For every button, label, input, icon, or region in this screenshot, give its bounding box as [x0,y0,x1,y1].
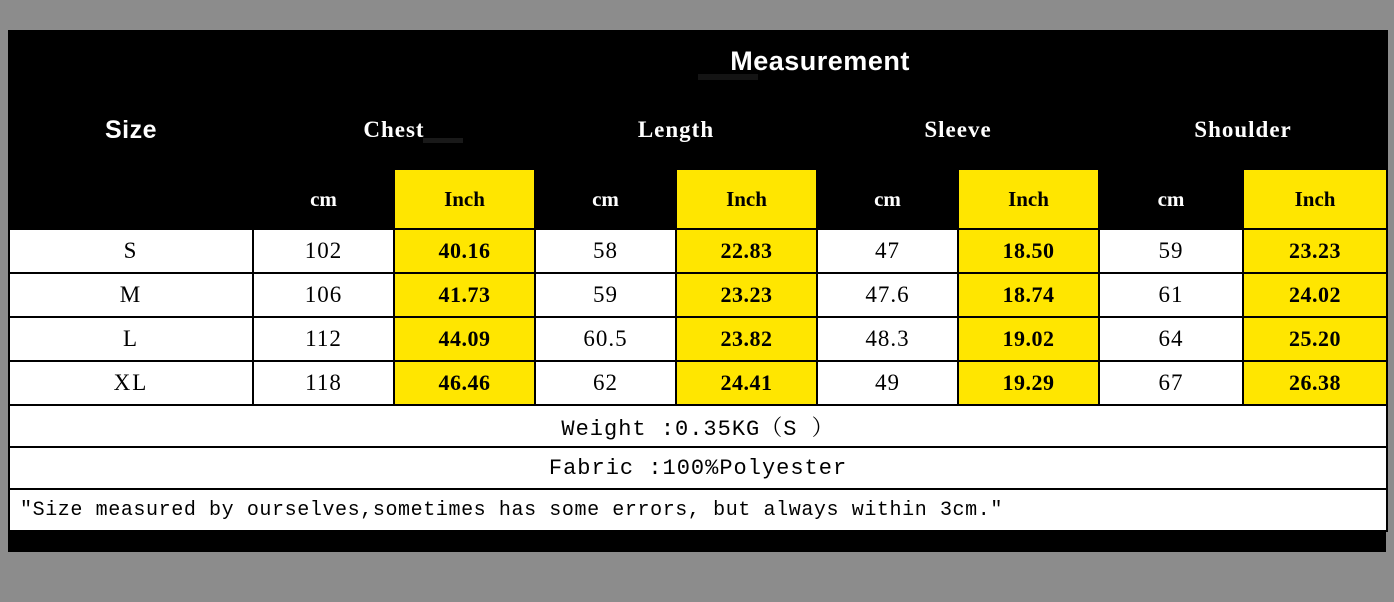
weight-note: Weight :0.35KG（S ） [9,405,1387,447]
cell-chest-inch: 46.46 [394,361,535,405]
cell-size: XL [9,361,253,405]
table-row [9,317,1387,361]
cell-size: L [9,317,253,361]
cell-sleeve-inch: 18.50 [958,229,1099,273]
disclaimer-row [9,489,1387,531]
header-unit-chest-inch: Inch [394,169,535,229]
cell-length-cm: 58 [535,229,676,273]
cell-shoulder-cm: 64 [1099,317,1243,361]
size-chart-table [8,30,1388,532]
cell-chest-cm: 112 [253,317,394,361]
header-unit-shoulder-inch: Inch [1243,169,1387,229]
header-unit-length-cm: cm [535,169,676,229]
cell-shoulder-inch: 23.23 [1243,229,1387,273]
table-header-row-measurement [9,31,1387,91]
table-row [9,361,1387,405]
cell-length-cm: 59 [535,273,676,317]
header-unit-shoulder-cm: cm [1099,169,1243,229]
cell-length-inch: 23.82 [676,317,817,361]
header-group-sleeve: Sleeve [817,91,1099,169]
cell-length-cm: 60.5 [535,317,676,361]
cell-chest-cm: 118 [253,361,394,405]
cell-length-inch: 23.23 [676,273,817,317]
cell-chest-inch: 41.73 [394,273,535,317]
header-unit-sleeve-cm: cm [817,169,958,229]
weight-note-row [9,405,1387,447]
cell-chest-cm: 102 [253,229,394,273]
header-unit-length-inch: Inch [676,169,817,229]
header-measurement: Measurement [253,31,1387,91]
cell-chest-cm: 106 [253,273,394,317]
header-unit-chest-cm: cm [253,169,394,229]
fabric-note: Fabric :100%Polyester [9,447,1387,489]
cell-shoulder-inch: 25.20 [1243,317,1387,361]
cell-sleeve-cm: 47 [817,229,958,273]
disclaimer-note: "Size measured by ourselves,sometimes has some errors, but always within 3cm." [9,489,1387,531]
cell-shoulder-inch: 26.38 [1243,361,1387,405]
cell-sleeve-cm: 47.6 [817,273,958,317]
cell-chest-inch: 44.09 [394,317,535,361]
header-group-length: Length [535,91,817,169]
cell-shoulder-cm: 59 [1099,229,1243,273]
cell-chest-inch: 40.16 [394,229,535,273]
header-group-chest: Chest [253,91,535,169]
cell-sleeve-inch: 19.29 [958,361,1099,405]
table-row [9,273,1387,317]
cell-shoulder-cm: 61 [1099,273,1243,317]
cell-length-cm: 62 [535,361,676,405]
size-chart-sheet [8,30,1386,552]
cell-length-inch: 24.41 [676,361,817,405]
cell-size: S [9,229,253,273]
cell-shoulder-cm: 67 [1099,361,1243,405]
fabric-note-row [9,447,1387,489]
cell-length-inch: 22.83 [676,229,817,273]
header-group-shoulder: Shoulder [1099,91,1387,169]
header-unit-sleeve-inch: Inch [958,169,1099,229]
cell-shoulder-inch: 24.02 [1243,273,1387,317]
cell-sleeve-cm: 48.3 [817,317,958,361]
cell-sleeve-inch: 18.74 [958,273,1099,317]
cell-sleeve-cm: 49 [817,361,958,405]
cell-size: M [9,273,253,317]
header-size: Size [9,31,253,229]
cell-sleeve-inch: 19.02 [958,317,1099,361]
table-row [9,229,1387,273]
